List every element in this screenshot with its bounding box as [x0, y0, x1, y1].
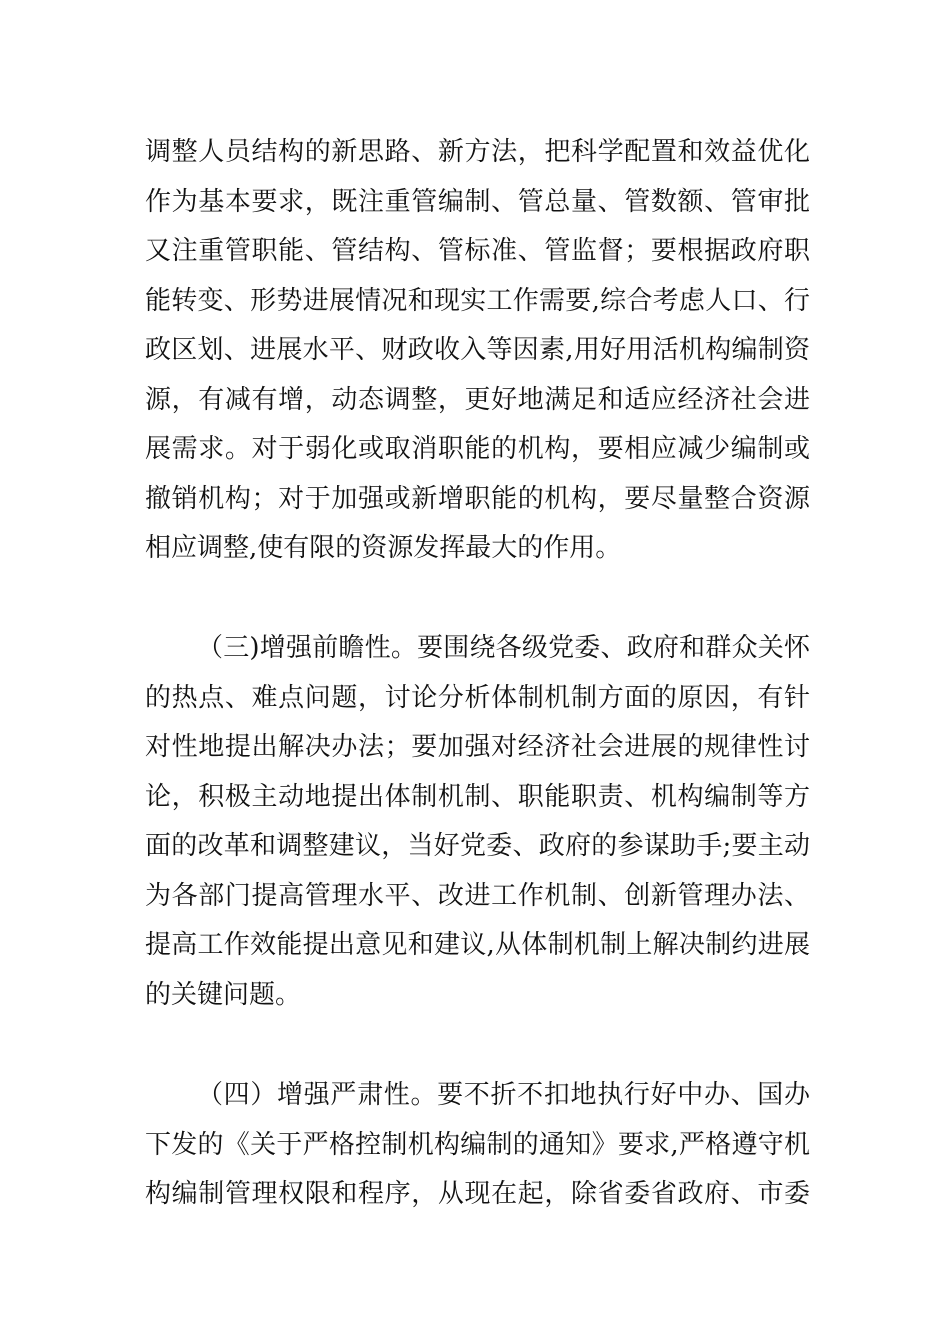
text-line: 调整人员结构的新思路、新方法，把科学配置和效益优化 [145, 137, 810, 167]
text-line: 为各部门提高管理水平、改进工作机制、创新管理办法、 [145, 880, 810, 911]
paragraph-section-3 [145, 624, 810, 1020]
text-line: 的关键问题。 [145, 979, 302, 1010]
text-line: 下发的《关于严格控制机构编制的通知》要求,严格遵守机 [145, 1129, 810, 1160]
text-line: 撤销机构；对于加强或新增职能的机构，要尽量整合资源 [145, 483, 810, 514]
text-line: 展需求。对于弱化或取消职能的机构，要相应减少编制或 [145, 434, 810, 464]
text-line: 论，积极主动地提出体制机制、职能职责、机构编制等方 [145, 781, 810, 812]
text-line: 面的改革和调整建议，当好党委、政府的参谋助手;要主动 [145, 831, 810, 861]
text-line: 提高工作效能提出意见和建议,从体制机制上解决制约进展 [145, 930, 810, 960]
paragraph-section-4 [145, 1071, 810, 1220]
text-line: 的热点、难点问题，讨论分析体制机制方面的原因，有针 [145, 682, 810, 713]
text-line: 作为基本要求，既注重管编制、管总量、管数额、管审批 [145, 186, 810, 217]
text-line: 能转变、形势进展情况和现实工作需要,综合考虑人口、行 [145, 285, 810, 316]
text-line: 政区划、进展水平、财政收入等因素,用好用活机构编制资 [145, 335, 810, 365]
text-line: 源，有减有增，动态调整，更好地满足和适应经济社会进 [145, 384, 810, 415]
section-heading-line: （四）增强严肃性。要不折不扣地执行好中办、国办 [197, 1080, 810, 1110]
text-line: 对性地提出解决办法；要加强对经济社会进展的规律性讨 [145, 732, 810, 762]
text-line: 相应调整,使有限的资源发挥最大的作用。 [145, 533, 622, 563]
text-line: 构编制管理权限和程序，从现在起，除省委省政府、市委 [145, 1179, 810, 1209]
paragraph-body-1 [145, 128, 810, 574]
section-heading-line: （三)增强前瞻性。要围绕各级党委、政府和群众关怀 [197, 633, 810, 663]
text-line: 又注重管职能、管结构、管标准、管监督；要根据政府职 [145, 236, 810, 266]
